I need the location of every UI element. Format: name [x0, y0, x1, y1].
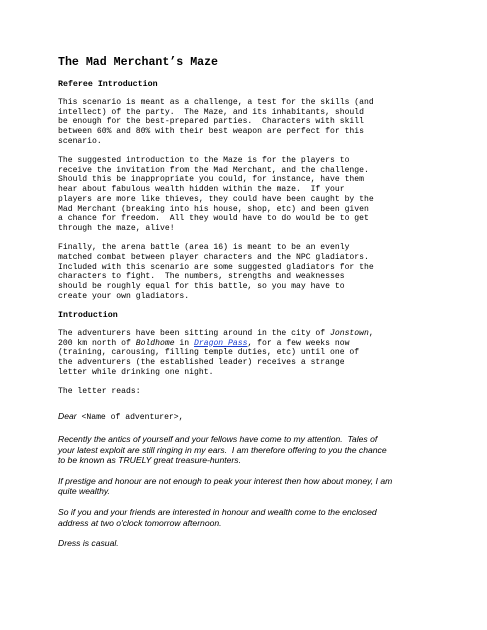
text-line: quite wealthy.: [58, 486, 110, 497]
text-line: letter while drinking one night.: [58, 367, 214, 377]
referee-paragraph-2: [58, 156, 434, 234]
text-line: [58, 329, 434, 339]
text-line: Mad Merchant (breaking into his house, shop, etc) and been given: [58, 204, 369, 214]
letter-closing: Dress is casual.: [58, 538, 119, 549]
text-line: through the maze, alive!: [58, 223, 175, 233]
introduction-heading: Introduction: [58, 310, 118, 320]
salutation-name: <Name of adventurer>,: [76, 413, 184, 423]
letter-reads-line: The letter reads:: [58, 386, 141, 396]
text-line: This scenario is meant as a challenge, a test for the skills (and: [58, 98, 374, 107]
text-line: Included with this scenario are some suggested gladiators for the: [58, 262, 374, 272]
text-line: If prestige and honour are not enough to peak your interest then how about money, I am: [58, 475, 393, 486]
text-line: be enough for the best-prepared parties. Characters with skill: [58, 117, 364, 127]
text-line: [58, 339, 434, 349]
text-line: your latest exploit are still ringing in my ears. I am therefore offering to you the chance: [58, 444, 387, 455]
text-line: to be known as TRUELY great treasure-hunters.: [58, 455, 241, 466]
letter-paragraph-3: [58, 507, 434, 528]
text-line: receive the invitation from the Mad Merchant, and the challenge.: [58, 165, 369, 175]
text-line: characters to fight. The numbers, strengths and weaknesses: [58, 272, 345, 282]
text-line: Should this be inappropriate you could, for instance, have them: [58, 175, 364, 185]
text-line: address at two o'clock tomorrow afternoon.: [58, 517, 222, 528]
letter-salutation: [58, 406, 434, 424]
text-fragment: , for a few weeks now: [247, 338, 350, 348]
city-name: Jonstown: [330, 328, 369, 338]
text-line: should be roughly equal for this battle, so you may have to: [58, 281, 345, 291]
text-line: hear about fabulous wealth hidden within the maze. If your: [58, 185, 345, 195]
text-line: players are more like thieves, they could have been caught by the: [58, 194, 374, 204]
document-title: The Mad Merchant’s Maze: [58, 56, 219, 69]
dragon-pass-link[interactable]: Dragon Pass: [194, 338, 248, 348]
text-line: (training, carousing, filling temple duties, etc) until one of: [58, 348, 360, 358]
text-fragment: ,: [368, 328, 374, 338]
text-line: create your own gladiators.: [58, 291, 190, 301]
text-line: a chance for freedom. All they would have to do would be to get: [58, 214, 369, 224]
letter-paragraph-1: [58, 434, 434, 466]
place-name: Boldhome: [135, 338, 175, 348]
referee-paragraph-1: [58, 98, 434, 147]
text-fragment: in: [174, 338, 195, 348]
text-line: The suggested introduction to the Maze is for the players to: [58, 156, 350, 166]
letter-paragraph-2: [58, 476, 434, 497]
referee-introduction-heading: Referee Introduction: [58, 80, 158, 89]
introduction-paragraph: [58, 329, 434, 378]
text-line: Recently the antics of yourself and your fellows have come to my attention. Tales of: [58, 434, 378, 445]
text-line: the adventurers (the established leader) receives a strange: [58, 357, 345, 367]
text-line: Finally, the arena battle (area 16) is meant to be an evenly: [58, 243, 350, 253]
text-line: between 60% and 80% with their best weapon are perfect for this: [58, 127, 364, 137]
text-line: So if you and your friends are interested in honour and wealth come to the enclosed: [58, 507, 377, 518]
text-fragment: The adventurers have been sitting around in the city of: [58, 328, 330, 338]
text-line: scenario.: [58, 136, 102, 146]
letter: [58, 406, 434, 549]
text-line: matched combat between player characters and the NPC gladiators.: [58, 252, 369, 262]
referee-paragraph-3: [58, 243, 434, 301]
salutation-dear: Dear: [58, 411, 77, 422]
text-fragment: 200 km north of: [58, 338, 136, 348]
document-page: [58, 56, 434, 559]
text-line: intellect) of the party. The Maze, and its inhabitants, should: [58, 107, 364, 117]
